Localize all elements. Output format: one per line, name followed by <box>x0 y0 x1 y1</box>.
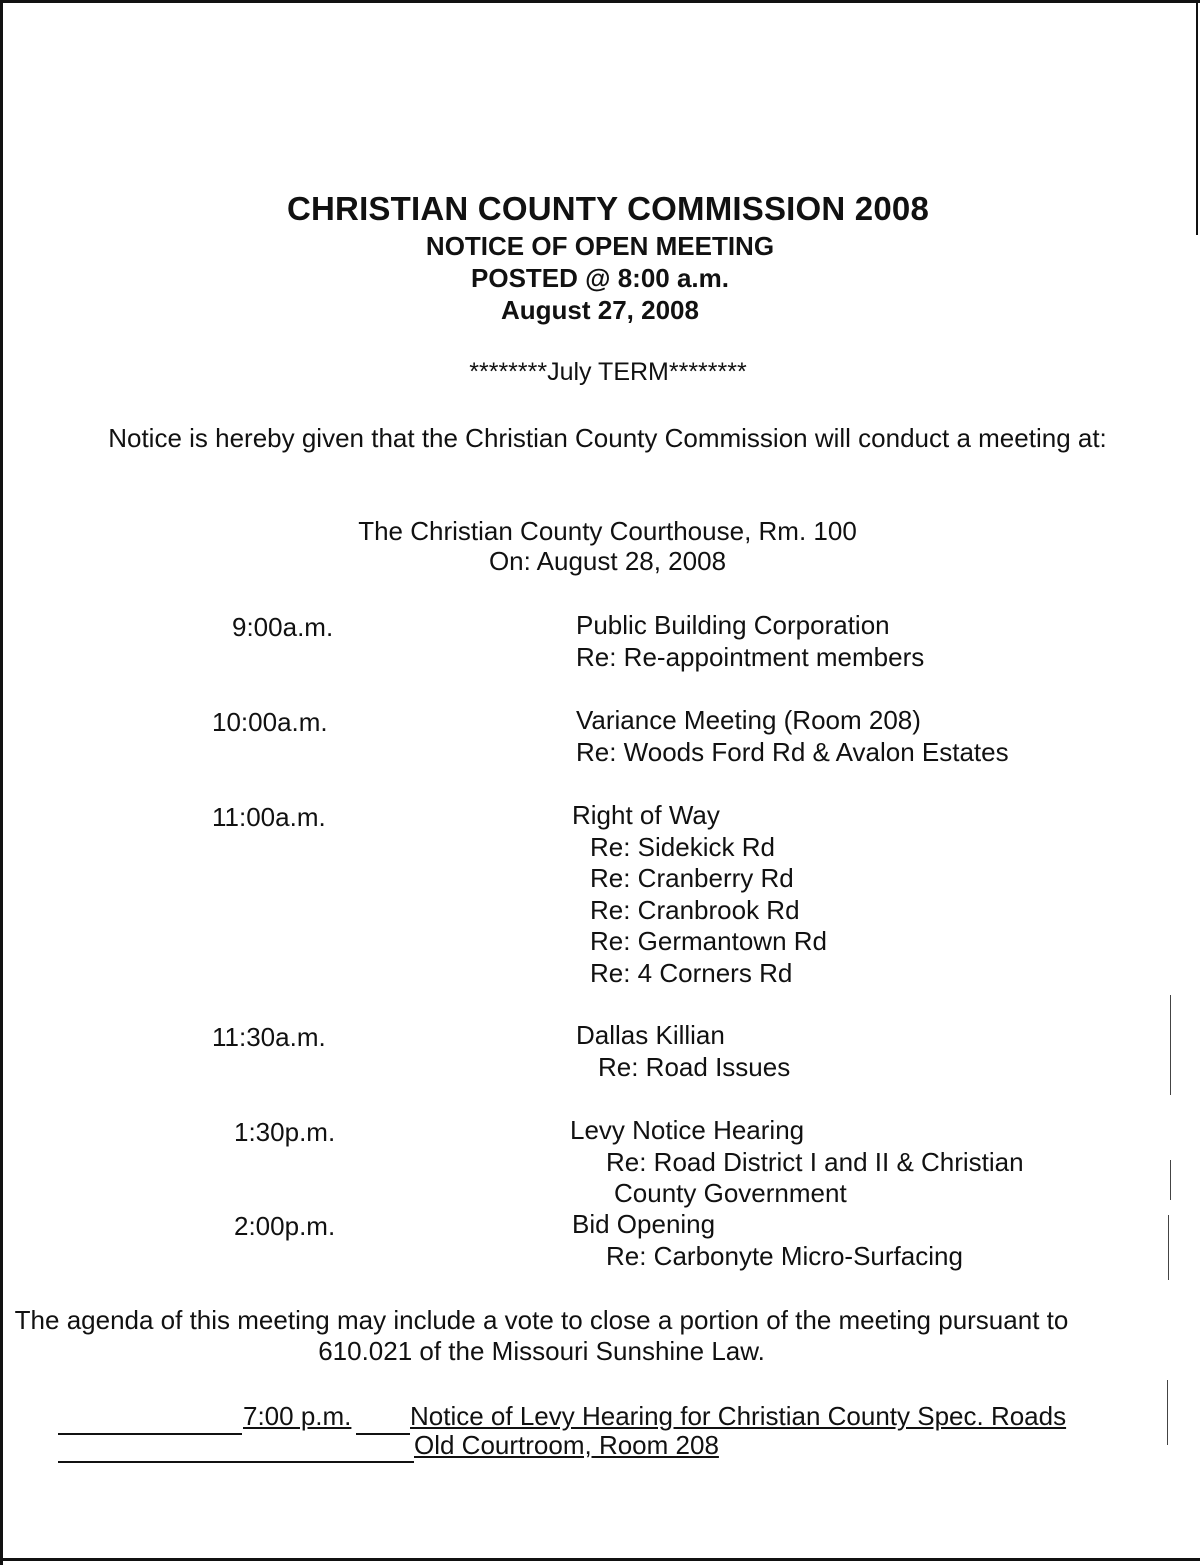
agenda-item <box>576 1020 791 1083</box>
meeting-location <box>0 516 1200 576</box>
agenda-time: 11:00a.m. <box>212 802 326 832</box>
agenda-time: 9:00a.m. <box>232 612 334 642</box>
evening-location: Old Courtroom, Room 208 <box>414 1430 719 1460</box>
page-border-top <box>0 0 1200 3</box>
scan-mark <box>1170 995 1171 1095</box>
agenda-time: 1:30p.m. <box>234 1117 336 1147</box>
evening-hearing-title: Notice of Levy Hearing for Christian County Spec. Roads <box>410 1401 1067 1431</box>
agenda-item <box>572 1209 963 1272</box>
agenda-line: Public Building Corporation <box>576 610 890 640</box>
meeting-date-line: On: August 28, 2008 <box>488 546 727 576</box>
sunshine-law-notice: The agenda of this meeting may include a vote to close a portion of the meeting pursuant to 610.021 of the Missouri Sunshine Law. <box>14 1305 1069 1366</box>
agenda-line: Re: Cranberry Rd <box>590 863 794 893</box>
page-border-bottom <box>0 1558 1200 1561</box>
location-line: The Christian County Courthouse, Rm. 100 <box>358 516 857 546</box>
agenda-line: Levy Notice Hearing <box>570 1115 805 1145</box>
scan-mark <box>1170 1160 1171 1200</box>
agenda-line: Re: Woods Ford Rd & Avalon Estates <box>576 736 1009 767</box>
underline-rule <box>58 1433 242 1435</box>
notice-paragraph: Notice is hereby given that the Christian County Commission will conduct a meeting at: <box>108 423 1107 453</box>
agenda-line: Re: Sidekick Rd <box>590 831 775 862</box>
scan-mark <box>1168 1215 1169 1280</box>
agenda-time: 11:30a.m. <box>212 1022 326 1052</box>
underline-rule <box>58 1461 414 1463</box>
agenda-line: County Government <box>614 1178 847 1208</box>
scan-mark <box>1167 1380 1168 1445</box>
agenda-line: Re: Re-appointment members <box>576 641 925 672</box>
agenda-line: Re: Germantown Rd <box>590 926 827 956</box>
agenda-line: Re: Road Issues <box>598 1051 791 1082</box>
notice-subtitle: NOTICE OF OPEN MEETING <box>425 231 775 261</box>
agenda-line: Dallas Killian <box>576 1020 725 1050</box>
agenda-line: Bid Opening <box>572 1209 716 1239</box>
agenda-item <box>570 1115 1024 1210</box>
agenda-line: Re: 4 Corners Rd <box>590 957 793 988</box>
agenda-line: Right of Way <box>572 800 720 830</box>
term-banner: ********July TERM******** <box>469 358 747 386</box>
agenda-item <box>576 610 924 673</box>
posted-time: POSTED @ 8:00 a.m. <box>471 263 729 293</box>
agenda-item <box>576 705 1009 768</box>
underline-rule <box>356 1433 410 1435</box>
agenda-item <box>572 800 827 989</box>
agenda-time: 10:00a.m. <box>212 707 328 737</box>
agenda-line: Re: Carbonyte Micro-Surfacing <box>606 1240 963 1271</box>
agenda-line: Re: Road District I and II & Christian <box>606 1146 1024 1177</box>
agenda-line: Re: Cranbrook Rd <box>590 894 800 925</box>
posted-date: August 27, 2008 <box>501 295 699 325</box>
evening-time: 7:00 p.m. <box>243 1401 352 1431</box>
document-title: CHRISTIAN COUNTY COMMISSION 2008 <box>286 190 930 227</box>
agenda-time: 2:00p.m. <box>234 1211 336 1241</box>
agenda-line: Variance Meeting (Room 208) <box>576 705 921 735</box>
